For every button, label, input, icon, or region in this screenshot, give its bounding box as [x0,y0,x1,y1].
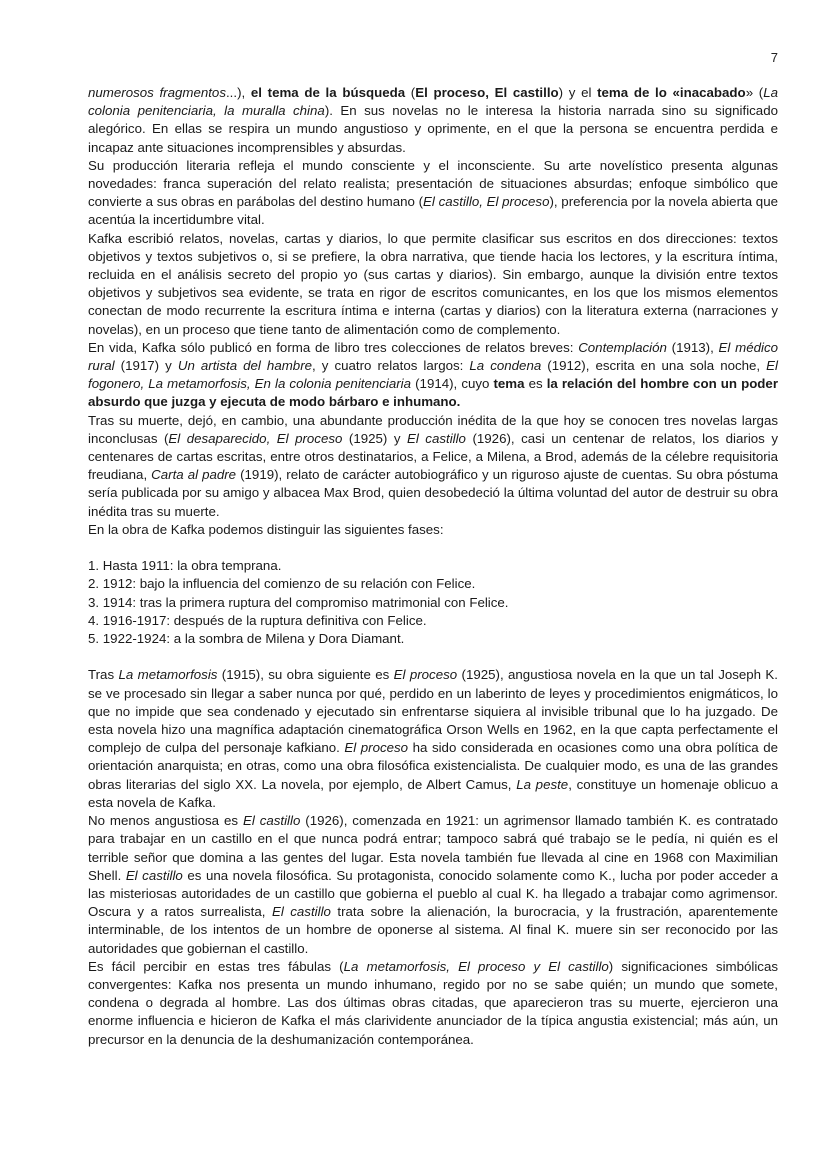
text-run: En la obra de Kafka podemos distinguir las siguientes fases: [88,521,444,537]
italic-text: El castillo [125,867,183,883]
blank-line [88,648,778,666]
text-run: No menos angustiosa es [88,813,243,829]
phase-item: 4. 1916-1917: después de la ruptura definitiva con Felice. [88,612,427,628]
text-run: (1925), angustiosa novela en la que un tal Joseph K. se ve procesado sin llegar a saber nunca por qué, perdido en un laberinto de leyes y procedimientos enigmáticos, lo que no impide que sea condenado y ejecutado sin enfrentarse siquiera al invisible tribunal que lo ha juzgado. De esta novela hizo una magnífica adaptación cinematográfica Orson Wells en 1962, en la que capta perfectamente el complejo de culpa del personaje kafkiano. [88,667,778,756]
paragraph [88,958,778,1049]
text-run: Kafka escribió relatos, novelas, cartas y diarios, lo que permite clasificar sus escritos en dos direcciones: textos objetivos y textos subjetivos o, si se prefiere, la obra narrativa, que tiende hacia los lectores, y la escritura íntima, recluida en el análisis secreto del propio yo (sus cartas y diarios). Sin embargo, aunque la división entre textos objetivos y subjetivos sea evidente, se trata en rigor de escritos comunicantes, en los que los mismos elementos conectan de modo recurrente la escritura íntima e interna (cartas y diarios) con la literatura externa (narraciones y novelas), en un proceso que tiene tanto de alimentación como de complemento. [88,230,778,337]
text-run: (1926), comenzada en 1921: un agrimensor llamado también K. es contratado para trabajar en un castillo en el que nunca podrá entrar; tampoco sabrá qué trabajo se le pedía, ni quién es el terrible señor que domina a las gentes del lugar. Esta novela también fue llevada al cine en 1968 con Maximilian Shell. [88,813,778,883]
italic-text: La metamorfosis, El proceso y El castillo [343,958,609,974]
italic-text: El desaparecido, El proceso [168,430,343,446]
bold-text: tema [493,376,525,392]
italic-text: Carta al padre [151,467,237,483]
italic-text: El castillo, El proceso [423,194,550,210]
text-run: (1919), relato de carácter autobiográfico y un riguroso ajuste de cuentas. Su obra póstuma sería publicada por su amigo y albacea Max Brod, quien desobedeció la última voluntad del autor de destruir su obra inédita tras su muerte. [88,467,778,519]
bold-text: tema de lo «inacabado [597,85,746,100]
text-run: es [524,376,547,392]
text-run: Es fácil percibir en estas tres fábulas ( [88,958,344,974]
paragraph [88,230,778,339]
document-body [88,84,778,1049]
italic-text: La condena [469,358,542,374]
text-run: Tras su muerte, dejó, en cambio, una abundante producción inédita de la que hoy se conocen tres novelas largas inconclusas ( [88,412,778,446]
paragraph [88,339,778,412]
phase-item: 5. 1922-1924: a la sombra de Milena y Dora Diamant. [88,631,405,647]
bold-text: el tema de la búsqueda [250,85,406,100]
text-run: ...), [225,85,251,100]
paragraph [88,521,778,539]
text-run: Su producción literaria refleja el mundo consciente y el inconsciente. Su arte novelístico presenta algunas novedades: franca superación del relato realista; presentación de situaciones absurdas; enfoque simbólico que convierte a sus obras en parábolas del destino humano ( [88,157,778,210]
bold-text: la relación del hombre con un poder absurdo que juzga y ejecuta de modo bárbaro e inhumano. [88,376,779,410]
text-run: ha sido considerada en ocasiones como una obra política de orientación anarquista; en otras, como una obra filosófica existencialista. De cualquier modo, es una de las grandes obras literarias del siglo XX. La novela, por ejemplo, de Albert Camus, [88,740,778,792]
italic-text: El médico rural [88,339,778,374]
paragraph [88,84,778,157]
page-number: 7 [770,50,778,65]
italic-text: El castillo [271,904,331,920]
phase-item: 1. Hasta 1911: la obra temprana. [88,558,282,574]
text-run: (1917) y [114,358,178,374]
phase-item: 2. 1912: bajo la influencia del comienzo de su relación con Felice. [88,576,476,592]
text-run: ( [405,85,416,100]
italic-text: La colonia penitenciaria, la muralla china [88,85,778,119]
italic-text: El proceso [393,667,458,683]
italic-text: Contemplación [578,339,667,355]
italic-text: numerosos fragmentos [88,85,226,100]
blank-line [88,539,778,557]
text-run: , y cuatro relatos largos: [312,358,470,374]
italic-text: El castillo [406,430,466,446]
italic-text: El proceso [344,740,409,756]
text-run: es una novela filosófica. Su protagonista, conocido solamente como K., lucha por poder acceder a las misteriosas autoridades de un castillo que gobierna el pueblo al cual K. ha llegado a trabajar como agrimensor. Oscura y a ratos surrealista, [88,867,778,920]
paragraph [88,412,778,521]
text-run: (1925) y [342,430,407,446]
text-run: Tras [88,667,119,683]
text-run: (1915), su obra siguiente es [217,667,394,683]
text-run: En vida, Kafka sólo publicó en forma de libro tres colecciones de relatos breves: [88,339,579,355]
text-run: (1912), escrita en una sola noche, [541,358,767,374]
italic-text: Un artista del hambre [177,358,313,374]
phases-list [88,557,778,648]
italic-text: La peste [516,776,569,792]
paragraph [88,157,778,230]
phase-item: 3. 1914: tras la primera ruptura del compromiso matrimonial con Felice. [88,594,509,610]
text-run: (1926), casi un centenar de relatos, los diarios y centenares de cartas escritas, entre otros destinatarios, a Felice, a Milena, a Brod, además de la célebre requisitoria freudiana, [88,430,778,483]
paragraph [88,812,778,958]
text-run: , constituye un homenaje oblicuo a esta novela de Kafka. [88,776,779,810]
text-run: ) significaciones simbólicas convergentes: Kafka nos presenta un mundo inhumano, regido por no se sabe quién; un mundo que somete, condena o degrada al hombre. Las dos últimas obras citadas, que aparecieron tras su muerte, ejercieron una enorme influencia e hicieron de Kafka el más clarividente anunciador de la típica angustia existencial; más aún, un precursor en la denuncia de la deshumanización contemporánea. [88,958,778,1047]
text-run: ), preferencia por la novela abierta que acentúa la incertidumbre vital. [88,194,778,228]
text-run: (1914), cuyo [411,376,494,392]
paragraphs-after [88,666,778,1048]
italic-text: El fogonero, La metamorfosis, En la colonia penitenciaria [88,358,778,392]
bold-text: El proceso, El castillo [415,85,559,100]
italic-text: El castillo [242,813,301,829]
text-run: ). En sus novelas no le interesa la historia narrada sino su significado alegórico. En ellas se respira un mundo angustioso y oprimente, en el que la persona se encuentra perdida e incapaz ante situaciones incomprensibles y absurdas. [88,103,778,155]
text-run: (1913), [666,339,719,355]
paragraphs-before [88,84,778,539]
text-run: » ( [745,85,764,100]
text-run: ) y el [558,85,598,100]
text-run: trata sobre la alienación, la burocracia, y la frustración, aparentemente interminable, de los intentos de un hombre de oponerse al sistema. Al final K. muere sin ser reconocido por las autoridades que gobiernan el castillo. [88,904,778,956]
italic-text: La metamorfosis [118,667,218,683]
paragraph [88,666,778,812]
